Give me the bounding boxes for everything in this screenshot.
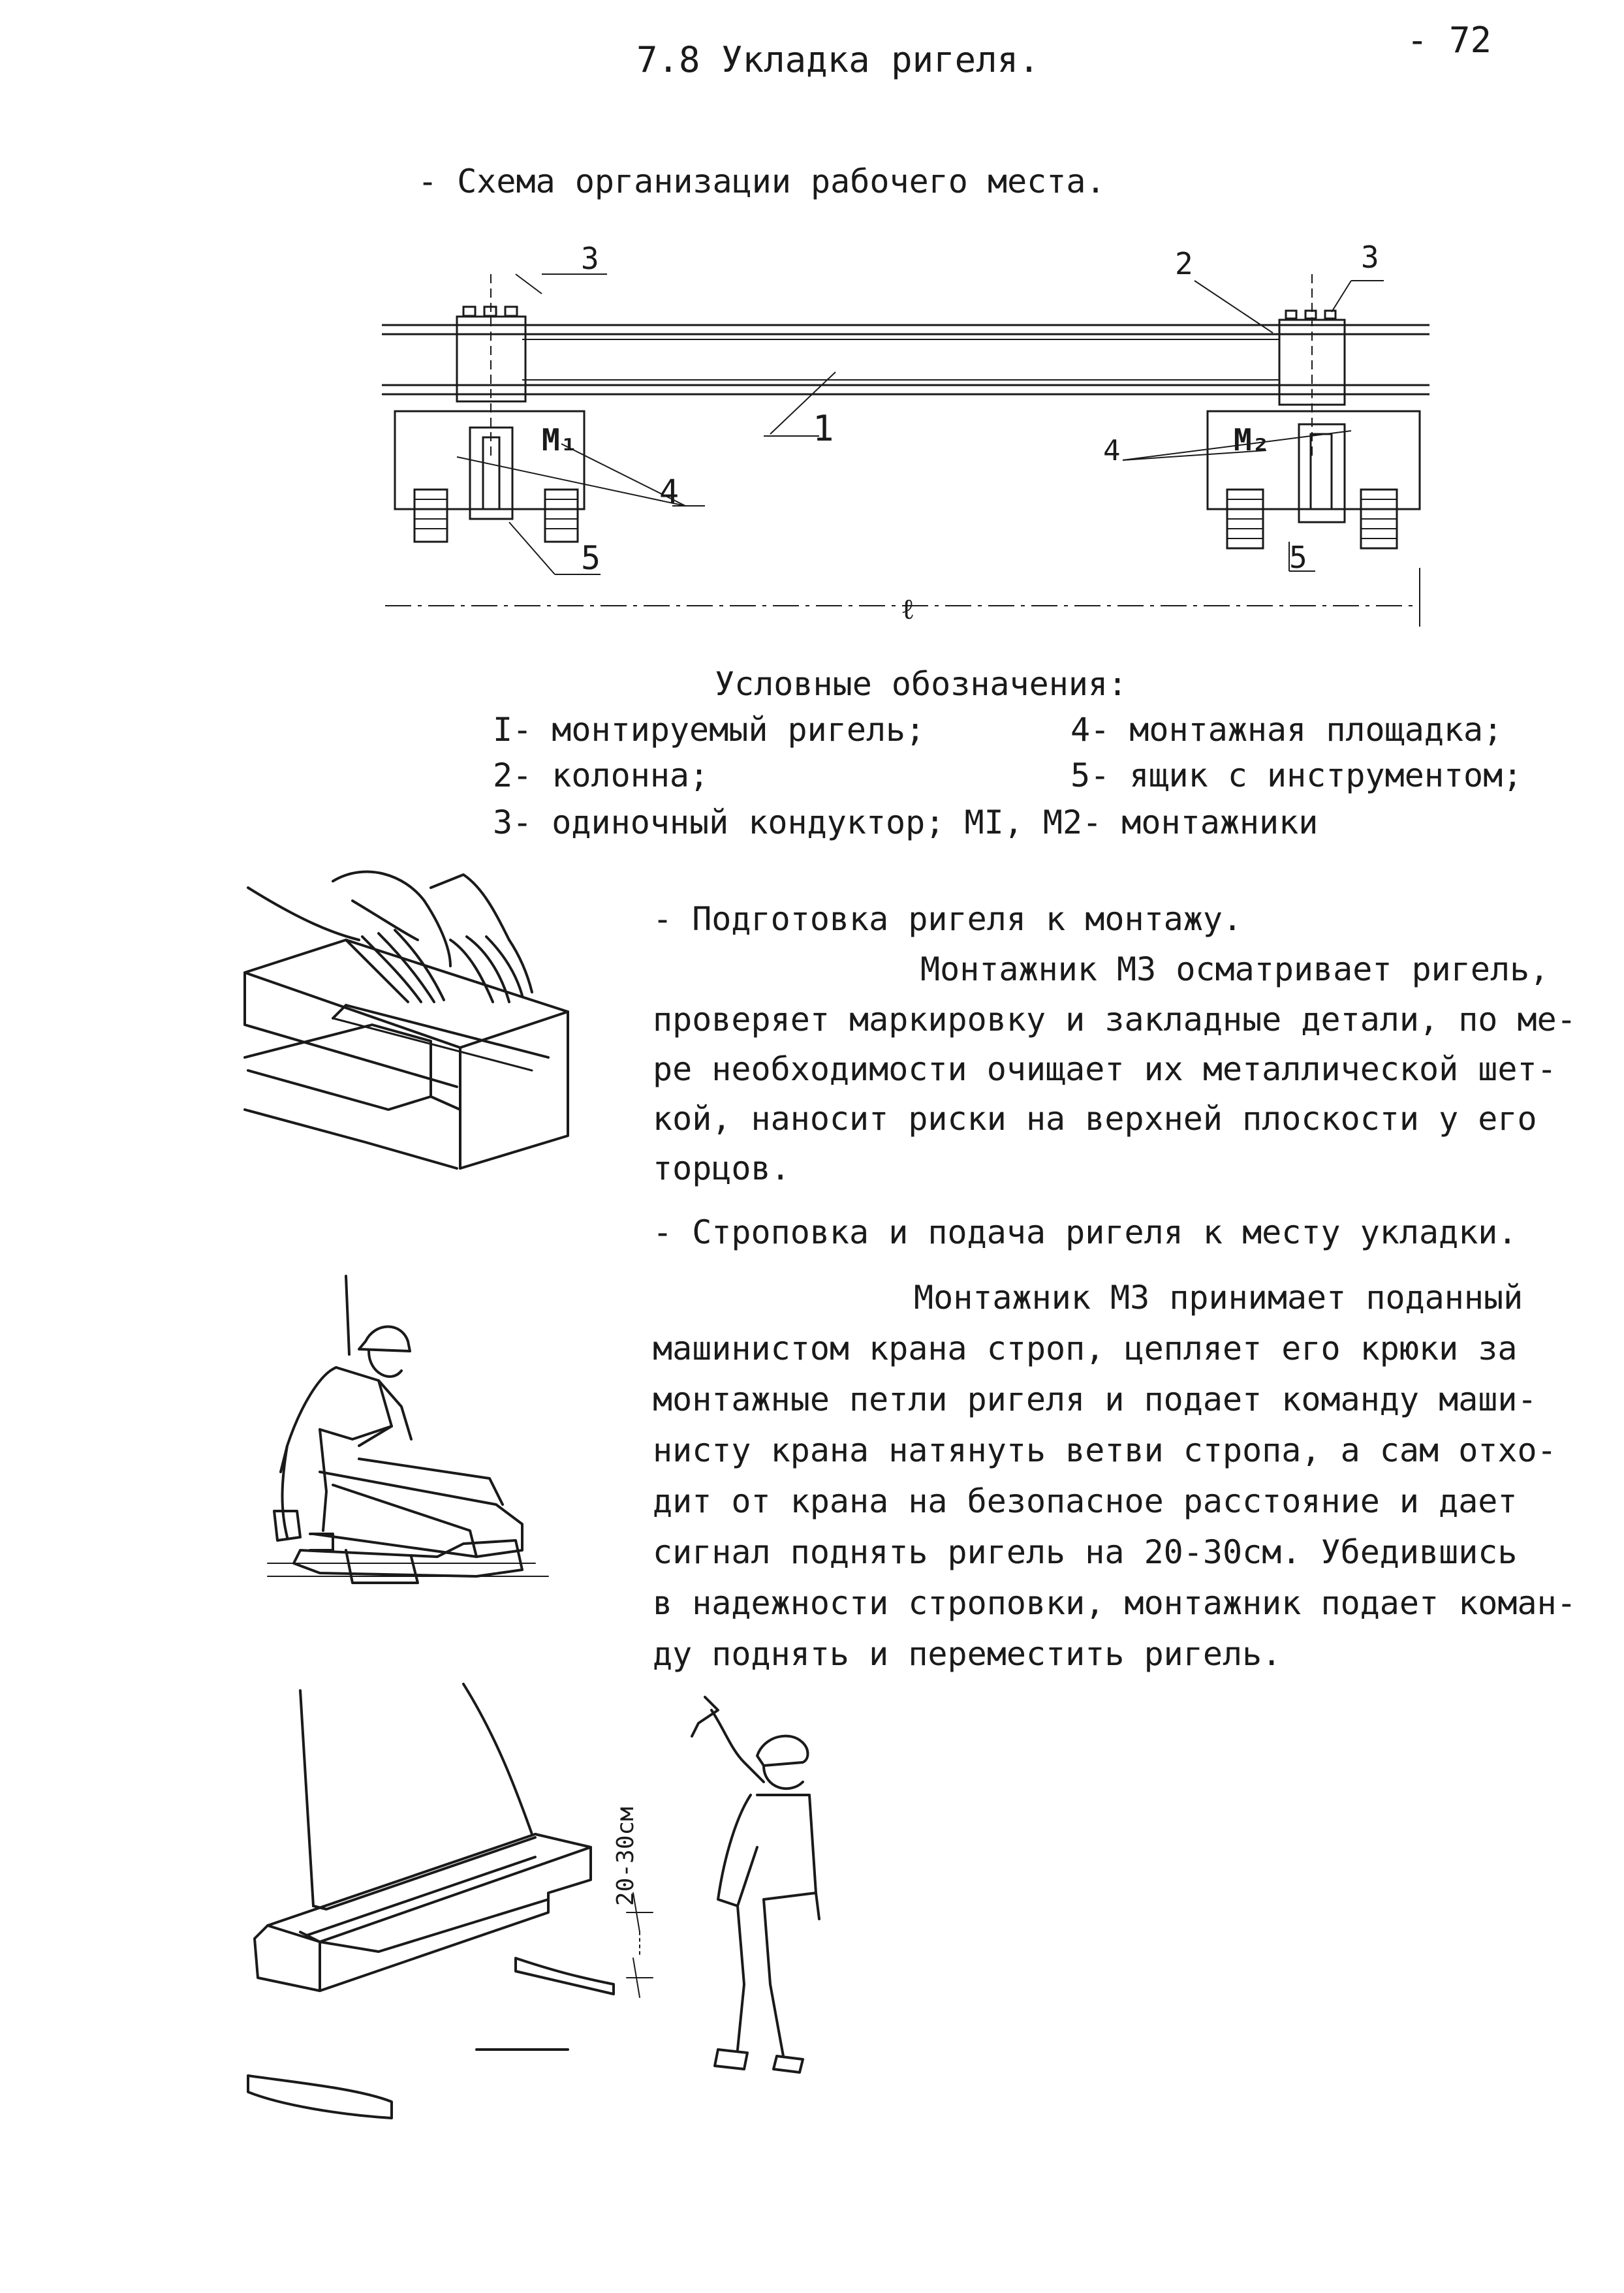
slinging-line-4: нисту крана натянуть ветви стропа, а сам отхо- bbox=[653, 1431, 1557, 1469]
label-1: 1 bbox=[813, 408, 834, 449]
preparation-line-4: кой, наносит риски на верхней плоскости у его bbox=[653, 1100, 1537, 1138]
slinging-line-8: ду поднять и переместить ригель. bbox=[653, 1635, 1282, 1673]
legend-item-5: 5- ящик с инструментом; bbox=[1070, 757, 1523, 794]
label-5-right: 5 bbox=[1289, 540, 1307, 575]
dimension-label: ℓ bbox=[901, 593, 915, 626]
label-3-right: 3 bbox=[1361, 240, 1379, 275]
label-m2: M₂ bbox=[1234, 422, 1270, 458]
legend-item-4: 4- монтажная площадка; bbox=[1070, 711, 1503, 749]
legend-item-1: I- монтируемый ригель; bbox=[493, 711, 926, 749]
workplace-heading: - Схема организации рабочего места. bbox=[418, 163, 1106, 200]
label-3-left: 3 bbox=[581, 241, 599, 276]
preparation-line-5: торцов. bbox=[653, 1149, 790, 1187]
preparation-line-1: Монтажник МЗ осматривает ригель, bbox=[920, 950, 1550, 988]
slinging-illustration bbox=[261, 1276, 561, 1602]
preparation-heading: - Подготовка ригеля к монтажу. bbox=[653, 900, 1243, 938]
slinging-line-7: в надежности строповки, монтажник подает коман- bbox=[653, 1584, 1576, 1622]
label-m1: M₁ bbox=[542, 422, 578, 458]
label-2: 2 bbox=[1175, 246, 1193, 281]
legend-item-3: 3- одиночный кондуктор; MI, M2- монтажники bbox=[493, 803, 1319, 841]
preparation-line-2: проверяет маркировку и закладные детали, по ме- bbox=[653, 1001, 1576, 1038]
slinging-line-1: Монтажник МЗ принимает поданный bbox=[914, 1279, 1523, 1317]
preparation-line-3: ре необходимости очищает их металлической шет- bbox=[653, 1050, 1557, 1088]
label-4-left: 4 bbox=[659, 473, 679, 510]
slinging-line-6: сигнал поднять ригель на 20-30см. Убедившись bbox=[653, 1533, 1518, 1571]
slinging-heading: - Строповка и подача ригеля к месту укладки. bbox=[653, 1213, 1518, 1251]
workplace-diagram bbox=[0, 0, 1624, 653]
slinging-line-2: машинистом крана строп, цепляет его крюки за bbox=[653, 1330, 1518, 1367]
page-number: - 72 bbox=[1407, 20, 1492, 61]
label-5-left: 5 bbox=[581, 539, 601, 577]
slinging-line-5: дит от крана на безопасное расстояние и дает bbox=[653, 1482, 1518, 1520]
height-label: 20-30см bbox=[612, 1807, 639, 1906]
legend-item-2: 2- колонна; bbox=[493, 757, 710, 794]
section-title: 7.8 Укладка ригеля. bbox=[636, 39, 1040, 80]
lifting-illustration bbox=[242, 1684, 829, 2141]
slinging-line-3: монтажные петли ригеля и подает команду маши- bbox=[653, 1380, 1537, 1418]
label-4-right: 4 bbox=[1103, 434, 1121, 467]
legend-title: Условные обозначения: bbox=[715, 665, 1128, 703]
marking-illustration bbox=[235, 862, 587, 1240]
